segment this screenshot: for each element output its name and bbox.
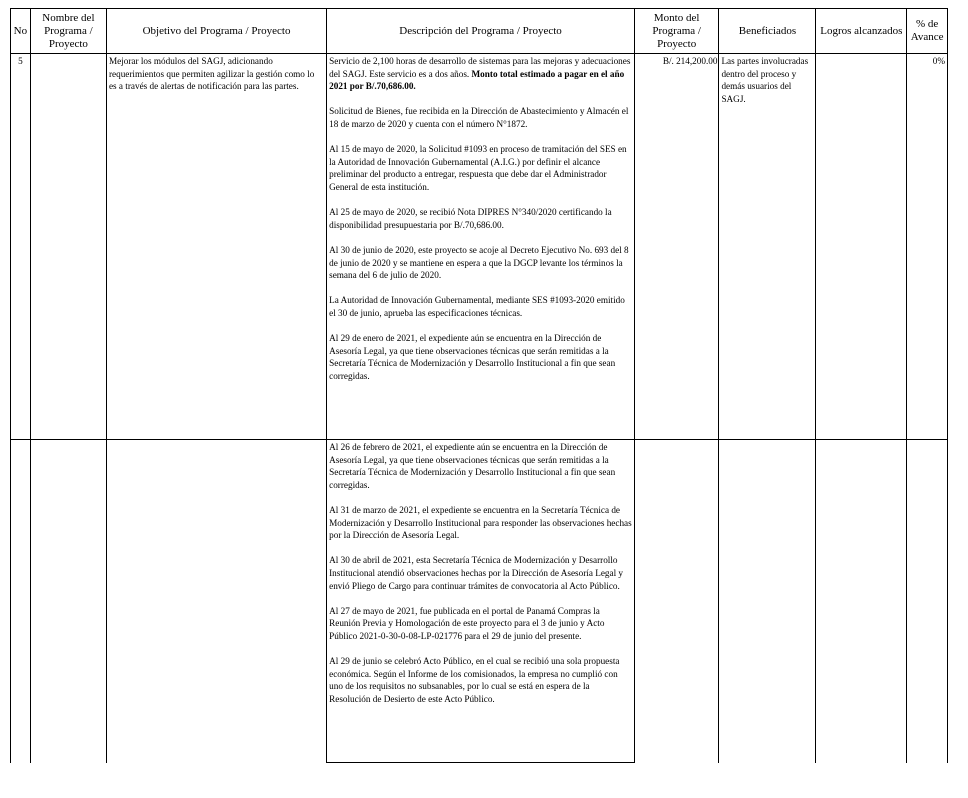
header-beneficiados: Beneficiados bbox=[719, 9, 816, 54]
cell-avance: 0% bbox=[907, 54, 948, 440]
cell-objetivo bbox=[106, 440, 326, 763]
description-intro-bold: Monto total estimado a pagar en el año 2021 por B/.70,686.00. bbox=[329, 68, 625, 92]
cell-no: 5 bbox=[11, 54, 31, 440]
document-page bbox=[10, 8, 948, 763]
header-monto: Monto del Programa / Proyecto bbox=[634, 9, 719, 54]
table-row bbox=[11, 54, 948, 440]
header-avance: % de Avance bbox=[907, 9, 948, 54]
description-paragraph bbox=[329, 55, 632, 93]
cell-beneficiados: Las partes involucradas dentro del proceso y demás usuarios del SAGJ. bbox=[719, 54, 816, 440]
cell-descripcion bbox=[327, 440, 635, 763]
cell-nombre bbox=[30, 440, 106, 763]
cell-avance bbox=[907, 440, 948, 763]
cell-no bbox=[11, 440, 31, 763]
cell-beneficiados bbox=[719, 440, 816, 763]
description-paragraph: Al 30 de abril de 2021, esta Secretaría Técnica de Modernización y Desarrollo Institucional atendió observaciones hechas por la Dirección de Asesoría Legal y envió Pliego de Cargo para continuar trámites de convocatoria al Acto Público. bbox=[329, 555, 624, 591]
description-paragraph: Al 27 de mayo de 2021, fue publicada en el portal de Panamá Compras la Reunión Previa y Homologación de este proyecto para el 3 de junio y Acto Público 2021-0-30-0-08-LP-021776 para el 29 de junio del presente. bbox=[329, 605, 605, 641]
header-descripcion: Descripción del Programa / Proyecto bbox=[327, 9, 635, 54]
cell-logros bbox=[816, 440, 907, 763]
programs-table bbox=[10, 8, 948, 763]
description-paragraph: Al 29 de junio se celebró Acto Público, en el cual se recibió una sola propuesta económica. Según el Informe de los comisionados, la empresa no cumplió con uno de los requisitos no subsanables, por lo cual se está en espera de la Resolución de Desierto de este Acto Público. bbox=[329, 656, 620, 704]
header-logros: Logros alcanzados bbox=[816, 9, 907, 54]
header-objetivo: Objetivo del Programa / Proyecto bbox=[106, 9, 326, 54]
header-nombre: Nombre del Programa / Proyecto bbox=[30, 9, 106, 54]
description-paragraph: Al 29 de enero de 2021, el expediente aún se encuentra en la Dirección de Asesoría Legal, ya que tiene observaciones técnicas que serán remitidas a la Secretaría Técnica de Modernización y Desarrollo Institucional a fin que sean corregidas. bbox=[329, 333, 616, 381]
header-no: No bbox=[11, 9, 31, 54]
table-row bbox=[11, 440, 948, 763]
cell-monto bbox=[634, 440, 719, 763]
cell-objetivo: Mejorar los módulos del SAGJ, adicionando requerimientos que permiten agilizar la gestión como lo es a través de alertas de notificación para las partes. bbox=[106, 54, 326, 440]
description-paragraph: Al 30 de junio de 2020, este proyecto se acoje al Decreto Ejecutivo No. 693 del 8 de junio de 2020 y se mantiene en espera a que la DGCP levante los términos la semana del 6 de julio de 2020. bbox=[329, 244, 629, 281]
description-paragraph: Solicitud de Bienes, fue recibida en la Dirección de Abastecimiento y Almacén el 18 de marzo de 2020 y cuenta con el número N°1872. bbox=[329, 106, 629, 129]
cell-nombre bbox=[30, 54, 106, 440]
description-paragraph: Al 31 de marzo de 2021, el expediente se encuentra en la Secretaría Técnica de Modernización y Desarrollo Institucional para responder las observaciones hechas por la Dirección de Asesoría Legal. bbox=[329, 504, 632, 541]
cell-descripcion bbox=[327, 54, 635, 440]
cell-monto: B/. 214,200.00 bbox=[634, 54, 719, 440]
description-intro: Servicio de 2,100 horas de desarrollo de sistemas para las mejoras y adecuaciones del SAGJ. Este servicio es a dos años. bbox=[329, 56, 631, 79]
description-paragraph: Al 25 de mayo de 2020, se recibió Nota DIPRES N°340/2020 certificando la disponibilidad presupuestaria por B/.70,686.00. bbox=[329, 207, 612, 230]
description-paragraph: La Autoridad de Innovación Gubernamental, mediante SES #1093-2020 emitido el 30 de junio, aprueba las especificaciones técnicas. bbox=[329, 295, 625, 318]
description-paragraph: Al 26 de febrero de 2021, el expediente aún se encuentra en la Dirección de Asesoría Legal, ya que tiene observaciones técnicas que serán remitidas a la Secretaría Técnica de Modernización y Desarrollo Institucional a fin que sean corregidas. bbox=[329, 442, 616, 490]
description-paragraph: Al 15 de mayo de 2020, la Solicitud #1093 en proceso de tramitación del SES en la Autoridad de Innovación Gubernamental (A.I.G.) por definir el alcance preliminar del producto a entregar, respuesta que debe dar el Administrador General de esta institución. bbox=[329, 144, 627, 192]
cell-logros bbox=[816, 54, 907, 440]
header-row bbox=[11, 9, 948, 54]
